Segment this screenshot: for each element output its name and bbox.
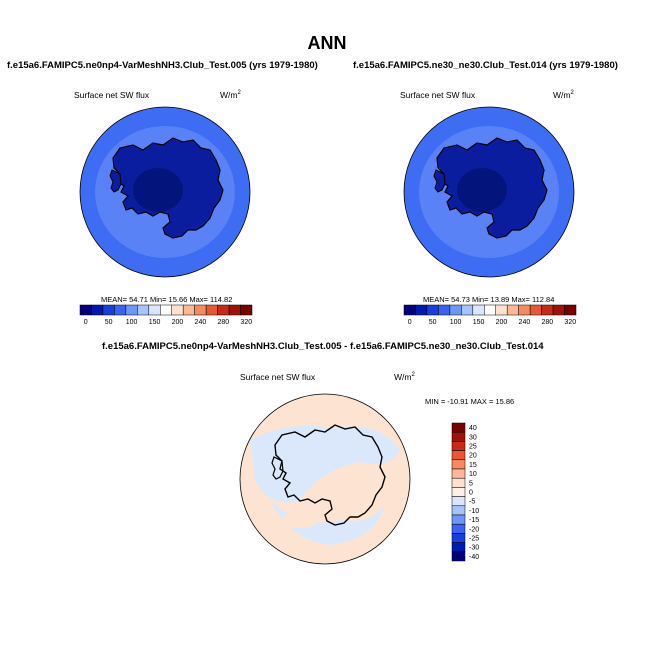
panel3-colorbar-tick-label: -10 [469,507,480,515]
panel3-units: $W/m^2$ [394,372,415,382]
panel1-colorbar-tick-label: 200 [171,319,184,326]
panel1-colorbar-tick-label: 320 [240,319,253,326]
panel2-colorbar-swatch [473,305,484,315]
panel2-colorbar-tick-label: 280 [541,319,554,326]
panel3-colorbar-swatch [452,552,465,561]
panel2-variable: Surface net SW flux [400,90,476,100]
panel3-colorbar-swatch [452,524,465,533]
panel3-colorbar-swatch [452,478,465,487]
panel1-units: $W/m^2$ [220,90,241,100]
panel2-units: $W/m^2$ [553,90,574,100]
panel3-colorbar-tick-label: -20 [469,526,480,534]
panel3-colorbar-tick-label: 25 [469,443,477,451]
panel3-colorbar-swatch [452,441,465,450]
panel1-colorbar-swatch [195,305,206,315]
panel3-colorbar-tick-label: 10 [469,471,477,479]
panel3-colorbar [452,423,479,561]
panel1-colorbar-swatch [160,305,171,315]
panel1-colorbar-swatch [103,305,114,315]
panel3-colorbar-swatch [452,533,465,542]
panel2-colorbar-swatch [438,305,449,315]
panel2-colorbar-swatch [553,305,564,315]
panel2-colorbar-tick-label: 240 [518,319,531,326]
panel2-stats: MEAN= 54.73 Min= 13.89 Max= 112.84 [423,295,555,304]
panel3-title: f.e15a6.FAMIPC5.ne0np4-VarMeshNH3.Club_Test.005 - f.e15a6.FAMIPC5.ne30_ne30.Club_Test.014 [102,341,544,352]
panel2-colorbar-tick-label: 320 [564,319,577,326]
panel1-colorbar-tick-label: 50 [104,319,113,326]
panel3-variable: Surface net SW flux [240,372,316,382]
panel2-colorbar-tick-label: 50 [428,319,437,326]
panel2-map [404,107,574,277]
panel2-colorbar-tick-label: 150 [472,319,485,326]
panel1-colorbar-tick-label: 280 [217,319,230,326]
panel2-colorbar-swatch [530,305,541,315]
panel3-colorbar-tick-label: 30 [469,434,477,442]
panel1-colorbar-swatch [126,305,137,315]
panel1-stats: MEAN= 54.71 Min= 15.66 Max= 114.82 [101,295,233,304]
panel1-colorbar-swatch [206,305,217,315]
panel3-colorbar-swatch [452,487,465,496]
panel2-colorbar-swatch [542,305,553,315]
panel1-colorbar-swatch [241,305,252,315]
panel3-stats: MIN = -10.91 MAX = 15.86 [425,397,515,406]
panel3-colorbar-tick-label: -15 [469,517,480,525]
panel3-map [240,394,410,564]
panel2-colorbar-swatch [427,305,438,315]
panel1-title: f.e15a6.FAMIPC5.ne0np4-VarMeshNH3.Club_Test.005 (yrs 1979-1980) [7,60,318,71]
panel3-colorbar-swatch [452,423,465,432]
panel1-colorbar-swatch [80,305,91,315]
panel2-colorbar-swatch [415,305,426,315]
panel1-colorbar-swatch [218,305,229,315]
figure-title: ANN [307,33,347,53]
panel3-colorbar-swatch [452,497,465,506]
panel3-colorbar-swatch [452,460,465,469]
panel3-colorbar-swatch [452,515,465,524]
panel2-colorbar-swatch [519,305,530,315]
panel2-colorbar-swatch [404,305,415,315]
panel2-colorbar-swatch [484,305,495,315]
panel2-colorbar-swatch [450,305,461,315]
panel1-colorbar-swatch [149,305,160,315]
panel3-colorbar-swatch [452,432,465,441]
panel1-colorbar [80,305,252,326]
panel3-colorbar-swatch [452,506,465,515]
panel2-title: f.e15a6.FAMIPC5.ne30_ne30.Club_Test.014 (yrs 1979-1980) [353,60,618,71]
panel3-colorbar-tick-label: 15 [469,461,477,469]
panel3-colorbar-swatch [452,543,465,552]
panel1-colorbar-swatch [91,305,102,315]
panel3-colorbar-tick-label: -40 [469,553,480,561]
panel3-colorbar-tick-label: -30 [469,544,480,552]
panel3-colorbar-tick-label: 5 [469,480,473,488]
panel2-colorbar-swatch [496,305,507,315]
panel2-colorbar-tick-label: 0 [407,319,412,326]
panel2-colorbar-tick-label: 200 [495,319,508,326]
panel1-colorbar-swatch [172,305,183,315]
panel1-colorbar-swatch [229,305,240,315]
panel1-colorbar-tick-label: 240 [194,319,207,326]
panel3-colorbar-tick-label: 40 [469,425,477,433]
panel1-colorbar-tick-label: 150 [148,319,161,326]
panel1-colorbar-swatch [137,305,148,315]
panel1-colorbar-tick-label: 100 [125,319,138,326]
panel2-colorbar-swatch [461,305,472,315]
panel1-map [80,107,250,277]
panel3-colorbar-tick-label: -5 [469,498,476,506]
panel3-colorbar-swatch [452,451,465,460]
panel1-colorbar-tick-label: 0 [83,319,88,326]
panel1-variable: Surface net SW flux [74,90,150,100]
panel2-colorbar [404,305,576,326]
panel3-colorbar-swatch [452,469,465,478]
panel2-colorbar-swatch [507,305,518,315]
panel3-colorbar-tick-label: 0 [469,489,473,497]
panel3-colorbar-tick-label: -25 [469,535,480,543]
panel3-colorbar-tick-label: 20 [469,452,477,460]
panel1-colorbar-swatch [114,305,125,315]
panel2-colorbar-tick-label: 100 [449,319,462,326]
panel1-colorbar-swatch [183,305,194,315]
panel2-colorbar-swatch [565,305,576,315]
